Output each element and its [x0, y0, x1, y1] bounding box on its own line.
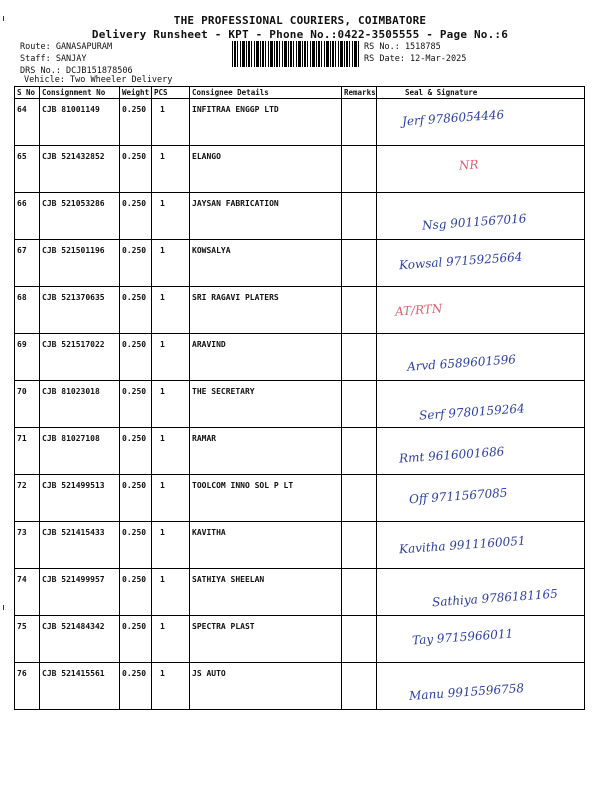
signature-cell	[377, 381, 585, 428]
signature-cell	[377, 287, 585, 334]
weight-cell: 0.250	[120, 381, 152, 428]
consignee-cell: RAMAR	[190, 428, 342, 475]
serial-number-cell: 71	[15, 428, 40, 475]
remarks-cell	[342, 193, 377, 240]
weight-cell: 0.250	[120, 428, 152, 475]
remarks-cell	[342, 381, 377, 428]
serial-number-cell: 75	[15, 616, 40, 663]
signature-cell	[377, 616, 585, 663]
table-row	[15, 522, 585, 569]
consignment-no-cell: CJB 521432852	[40, 146, 120, 193]
column-header: Seal & Signature	[377, 87, 585, 99]
handwritten-signature: Manu 9915596758	[408, 681, 525, 703]
weight-cell: 0.250	[120, 663, 152, 710]
weight-cell: 0.250	[120, 475, 152, 522]
serial-number-cell: 65	[15, 146, 40, 193]
pcs-cell: 1	[152, 569, 190, 616]
table-row	[15, 428, 585, 475]
consignment-no-cell: CJB 81027108	[40, 428, 120, 475]
runsheet-table	[14, 86, 585, 710]
consignee-cell: KAVITHA	[190, 522, 342, 569]
pcs-cell: 1	[152, 146, 190, 193]
weight-cell: 0.250	[120, 287, 152, 334]
serial-number-cell: 76	[15, 663, 40, 710]
remarks-cell	[342, 240, 377, 287]
handwritten-signature: AT/RTN	[394, 301, 443, 319]
weight-cell: 0.250	[120, 522, 152, 569]
signature-cell	[377, 522, 585, 569]
consignee-cell: ARAVIND	[190, 334, 342, 381]
pcs-cell: 1	[152, 381, 190, 428]
table-row	[15, 146, 585, 193]
consignee-cell: SRI RAGAVI PLATERS	[190, 287, 342, 334]
handwritten-signature: Arvd 6589601596	[406, 352, 517, 374]
consignee-cell: SPECTRA PLAST	[190, 616, 342, 663]
consignment-no-cell: CJB 81023018	[40, 381, 120, 428]
handwritten-signature: Serf 9780159264	[418, 401, 526, 423]
pcs-cell: 1	[152, 193, 190, 240]
serial-number-cell: 69	[15, 334, 40, 381]
barcode	[232, 41, 360, 67]
remarks-cell	[342, 99, 377, 146]
column-header: Consignment No	[40, 87, 120, 99]
consignee-cell: JS AUTO	[190, 663, 342, 710]
signature-cell	[377, 240, 585, 287]
serial-number-cell: 68	[15, 287, 40, 334]
weight-cell: 0.250	[120, 616, 152, 663]
serial-number-cell: 73	[15, 522, 40, 569]
remarks-cell	[342, 334, 377, 381]
staff-label: Staff: SANJAY	[20, 54, 87, 64]
handwritten-signature: Off 9711567085	[408, 485, 508, 507]
column-header: S No	[15, 87, 40, 99]
handwritten-signature: Sathiya 9786181165	[431, 586, 559, 610]
signature-cell	[377, 475, 585, 522]
consignee-cell: THE SECRETARY	[190, 381, 342, 428]
rs-number: RS No.: 1518785	[364, 42, 441, 52]
remarks-cell	[342, 569, 377, 616]
remarks-cell	[342, 475, 377, 522]
consignment-no-cell: CJB 521415561	[40, 663, 120, 710]
table-row	[15, 287, 585, 334]
handwritten-signature: NR	[458, 157, 480, 173]
serial-number-cell: 66	[15, 193, 40, 240]
pcs-cell: 1	[152, 522, 190, 569]
handwritten-signature: Jerf 9786054446	[401, 107, 505, 129]
handwritten-signature: Rmt 9616001686	[398, 444, 505, 466]
consignment-no-cell: CJB 521499513	[40, 475, 120, 522]
pcs-cell: 1	[152, 334, 190, 381]
consignment-no-cell: CJB 521484342	[40, 616, 120, 663]
weight-cell: 0.250	[120, 99, 152, 146]
pcs-cell: 1	[152, 663, 190, 710]
remarks-cell	[342, 663, 377, 710]
consignment-no-cell: CJB 521415433	[40, 522, 120, 569]
signature-cell	[377, 663, 585, 710]
document-title: THE PROFESSIONAL COURIERS, COIMBATORE	[173, 14, 427, 27]
remarks-cell	[342, 428, 377, 475]
signature-cell	[377, 569, 585, 616]
margin-mark	[3, 605, 4, 610]
consignment-no-cell: CJB 521501196	[40, 240, 120, 287]
rs-date: RS Date: 12-Mar-2025	[364, 54, 467, 64]
handwritten-signature: Kowsal 9715925664	[398, 249, 523, 273]
weight-cell: 0.250	[120, 193, 152, 240]
remarks-cell	[342, 616, 377, 663]
pcs-cell: 1	[152, 99, 190, 146]
table-row	[15, 99, 585, 146]
remarks-cell	[342, 287, 377, 334]
consignment-no-cell: CJB 521370635	[40, 287, 120, 334]
vehicle-label: Vehicle: Two Wheeler Delivery	[24, 75, 173, 85]
consignee-cell: TOOLCOM INNO SOL P LT	[190, 475, 342, 522]
serial-number-cell: 67	[15, 240, 40, 287]
pcs-cell: 1	[152, 428, 190, 475]
table-row	[15, 616, 585, 663]
weight-cell: 0.250	[120, 240, 152, 287]
signature-cell	[377, 428, 585, 475]
column-header: Remarks	[342, 87, 377, 99]
consignee-cell: SATHIYA SHEELAN	[190, 569, 342, 616]
remarks-cell	[342, 522, 377, 569]
weight-cell: 0.250	[120, 334, 152, 381]
column-header: Weight	[120, 87, 152, 99]
pcs-cell: 1	[152, 240, 190, 287]
serial-number-cell: 72	[15, 475, 40, 522]
consignee-cell: JAYSAN FABRICATION	[190, 193, 342, 240]
weight-cell: 0.250	[120, 146, 152, 193]
drs-number: DRS No.: DCJB151878506	[20, 66, 133, 76]
weight-cell: 0.250	[120, 569, 152, 616]
pcs-cell: 1	[152, 475, 190, 522]
consignment-no-cell: CJB 521517022	[40, 334, 120, 381]
table-row	[15, 663, 585, 710]
consignment-no-cell: CJB 521053286	[40, 193, 120, 240]
column-header: Consignee Details	[190, 87, 342, 99]
table-header-row	[15, 87, 585, 99]
handwritten-signature: Tay 9715966011	[411, 626, 514, 648]
serial-number-cell: 74	[15, 569, 40, 616]
table-row	[15, 193, 585, 240]
consignment-no-cell: CJB 81001149	[40, 99, 120, 146]
handwritten-signature: Kavitha 9911160051	[398, 533, 526, 557]
table-row	[15, 475, 585, 522]
signature-cell	[377, 99, 585, 146]
table-row	[15, 381, 585, 428]
table-row	[15, 334, 585, 381]
handwritten-signature: Nsg 9011567016	[421, 211, 527, 233]
pcs-cell: 1	[152, 287, 190, 334]
consignee-cell: KOWSALYA	[190, 240, 342, 287]
remarks-cell	[342, 146, 377, 193]
table-row	[15, 240, 585, 287]
serial-number-cell: 70	[15, 381, 40, 428]
consignee-cell: ELANGO	[190, 146, 342, 193]
serial-number-cell: 64	[15, 99, 40, 146]
signature-cell	[377, 334, 585, 381]
signature-cell	[377, 193, 585, 240]
column-header: PCS	[152, 87, 190, 99]
runsheet-subtitle: Delivery Runsheet - KPT - Phone No.:0422-3505555 - Page No.:6	[91, 28, 509, 41]
table-row	[15, 569, 585, 616]
pcs-cell: 1	[152, 616, 190, 663]
route-label: Route: GANASAPURAM	[20, 42, 113, 52]
consignment-no-cell: CJB 521499957	[40, 569, 120, 616]
signature-cell	[377, 146, 585, 193]
consignee-cell: INFITRAA ENGGP LTD	[190, 99, 342, 146]
